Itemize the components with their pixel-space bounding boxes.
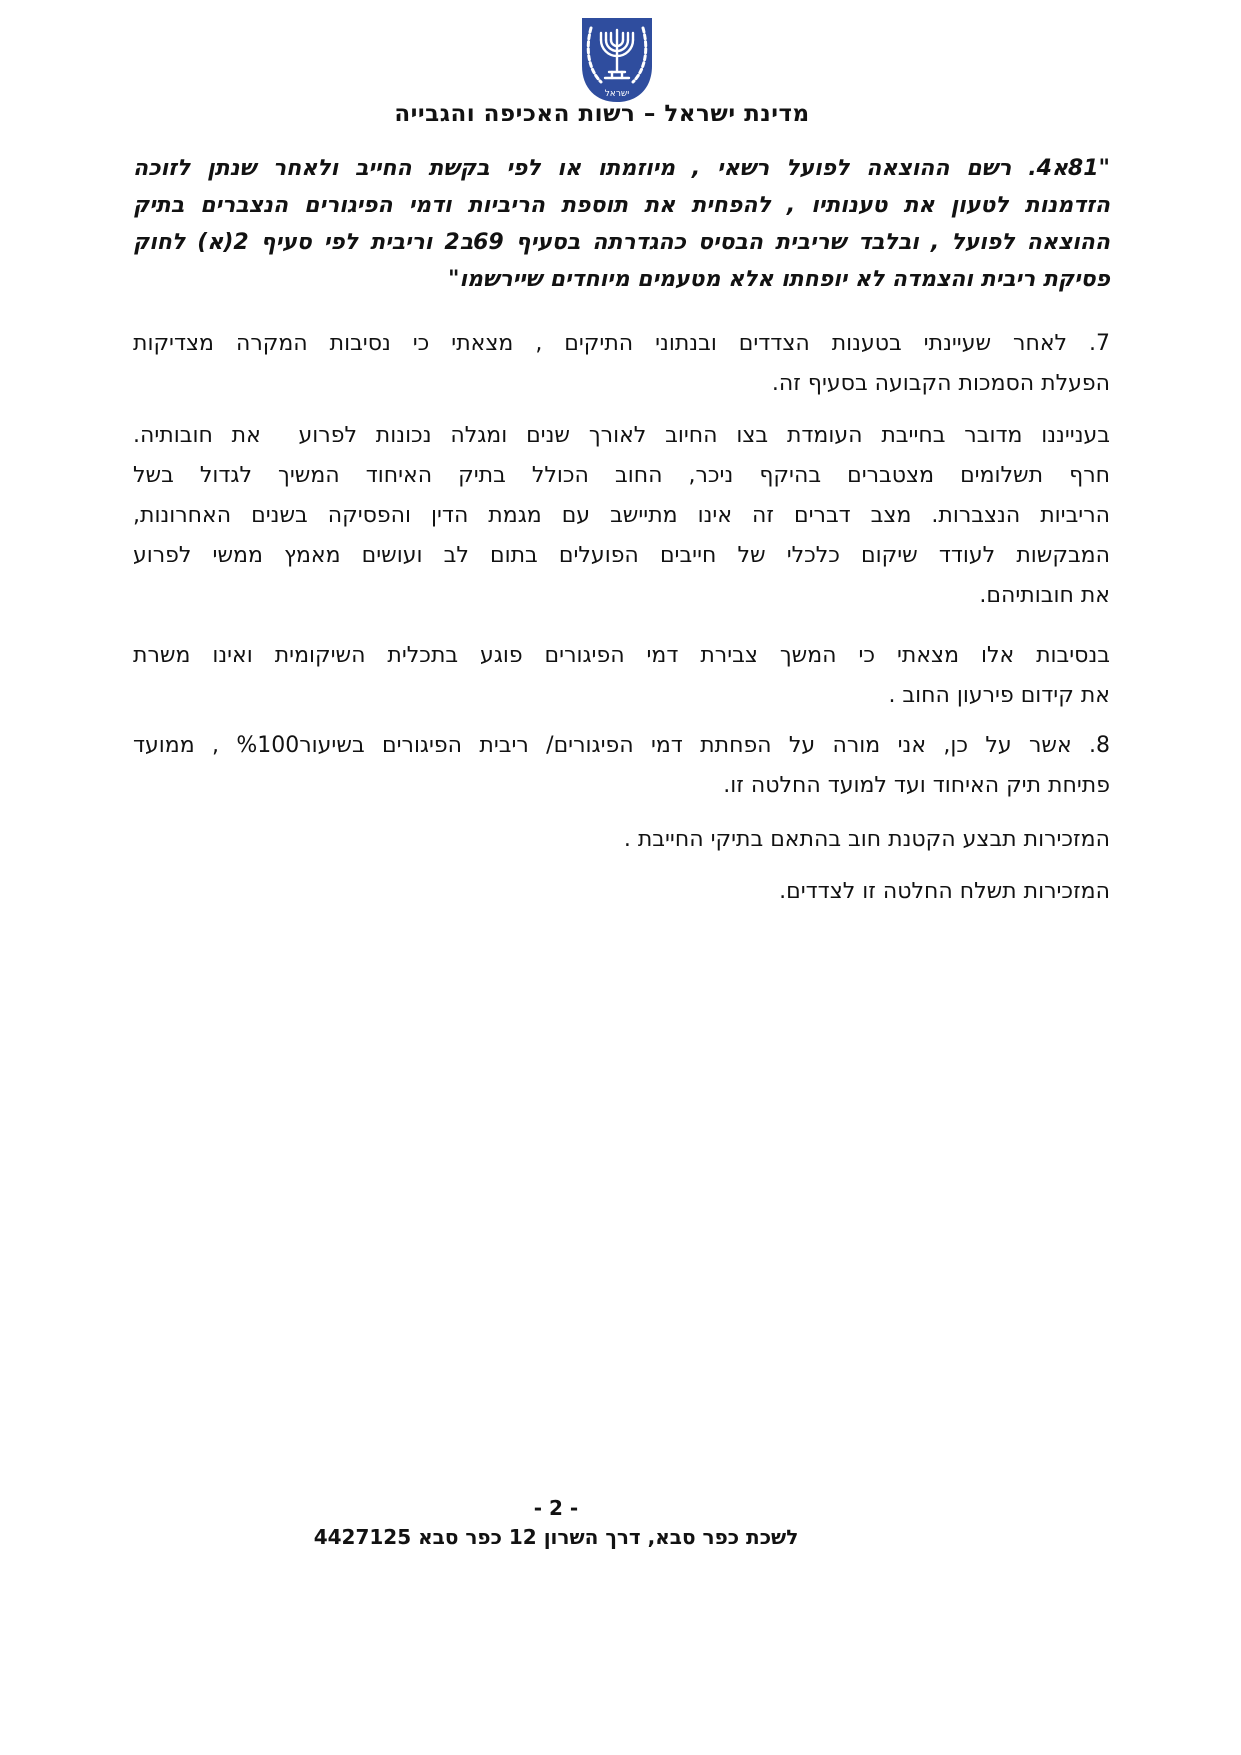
footer-office-address: לשכת כפר סבא, דרך השרון 12 כפר סבא 4427125 [313,1525,799,1549]
paragraph-line: המזכירות תשלח החלטה זו לצדדים. [779,879,1110,904]
header-title: מדינת ישראל – רשות האכיפה והגבייה [394,101,810,127]
paragraph-line: המזכירות תבצע הקטנת חוב בהתאם בתיקי החייבת . [623,827,1110,852]
paragraph-line: את קידום פירעון החוב . [888,683,1110,708]
quote-line: פסיקת ריבית והצמדה לא יופחתו אלא מטעמים מיוחדים שיירשמו" [448,267,1110,292]
quote-line: ההוצאה לפועל , ובלבד שריבית הבסיס כהגדרתה בסעיף 69ב2 וריבית לפי סעיף 2(א) לחוק [133,230,1110,255]
paragraph-line: המבקשות לעודד שיקום כלכלי של חייבים הפועלים בתום לב ועושים מאמץ ממשי לפרוע [133,543,1110,568]
paragraph-line: פתיחת תיק האיחוד ועד למועד החלטה זו. [723,773,1110,798]
document-body [133,150,1110,912]
quote-line: "81א4. רשם ההוצאה לפועל רשאי , מיוזמתו או לפי בקשת החייב ולאחר שנתן לזוכה [133,156,1110,181]
paragraph-line: בנסיבות אלו מצאתי כי המשך צבירת דמי הפיגורים פוגע בתכלית השיקומית ואינו משרת [133,643,1110,668]
page-footer [314,1496,799,1549]
paragraph-line: הפעלת הסמכות הקבועה בסעיף זה. [771,371,1110,396]
paragraph-line: חרף תשלומים מצטברים בהיקף ניכר, החוב הכולל בתיק האיחוד המשיך לגדול בשל [133,463,1110,488]
paragraph-7 [133,324,1110,404]
paragraph-conclusion [133,636,1110,716]
paragraph-clerk-debt-reduction [133,820,1110,860]
paragraph-line: את חובותיהם. [979,583,1110,608]
paragraph-line: 7. לאחר שעיינתי בטענות הצדדים ובנתוני התיקים , מצאתי כי נסיבות המקרה מצדיקות [133,331,1110,356]
paragraph-reasoning [133,416,1110,616]
paragraph-clerk-send-decision [133,872,1110,912]
paragraph-8 [133,726,1110,806]
statute-quote [133,150,1110,298]
quote-line: הזדמנות לטעון את טענותיו , להפחית את תוספת הריביות ודמי הפיגורים הנצברים בתיק [133,193,1110,218]
paragraph-line: בענייננו מדובר בחייבת העומדת בצו החיוב לאורך שנים ומגלה נכונות לפרוע את חובותיה. [133,423,1110,448]
page-number: - 2 - [533,1496,579,1520]
israel-state-emblem-icon [575,16,659,108]
paragraph-line: 8. אשר על כן, אני מורה על הפחתת דמי הפיגורים/ ריבית הפיגורים בשיעור%100 , ממועד [133,733,1111,758]
emblem-caption: ישראל [604,89,630,99]
emblem-container [575,16,659,112]
paragraph-line: הריביות הנצברות. מצב דברים זה אינו מתיישב עם מגמת הדין והפסיקה בשנים האחרונות, [133,503,1110,528]
